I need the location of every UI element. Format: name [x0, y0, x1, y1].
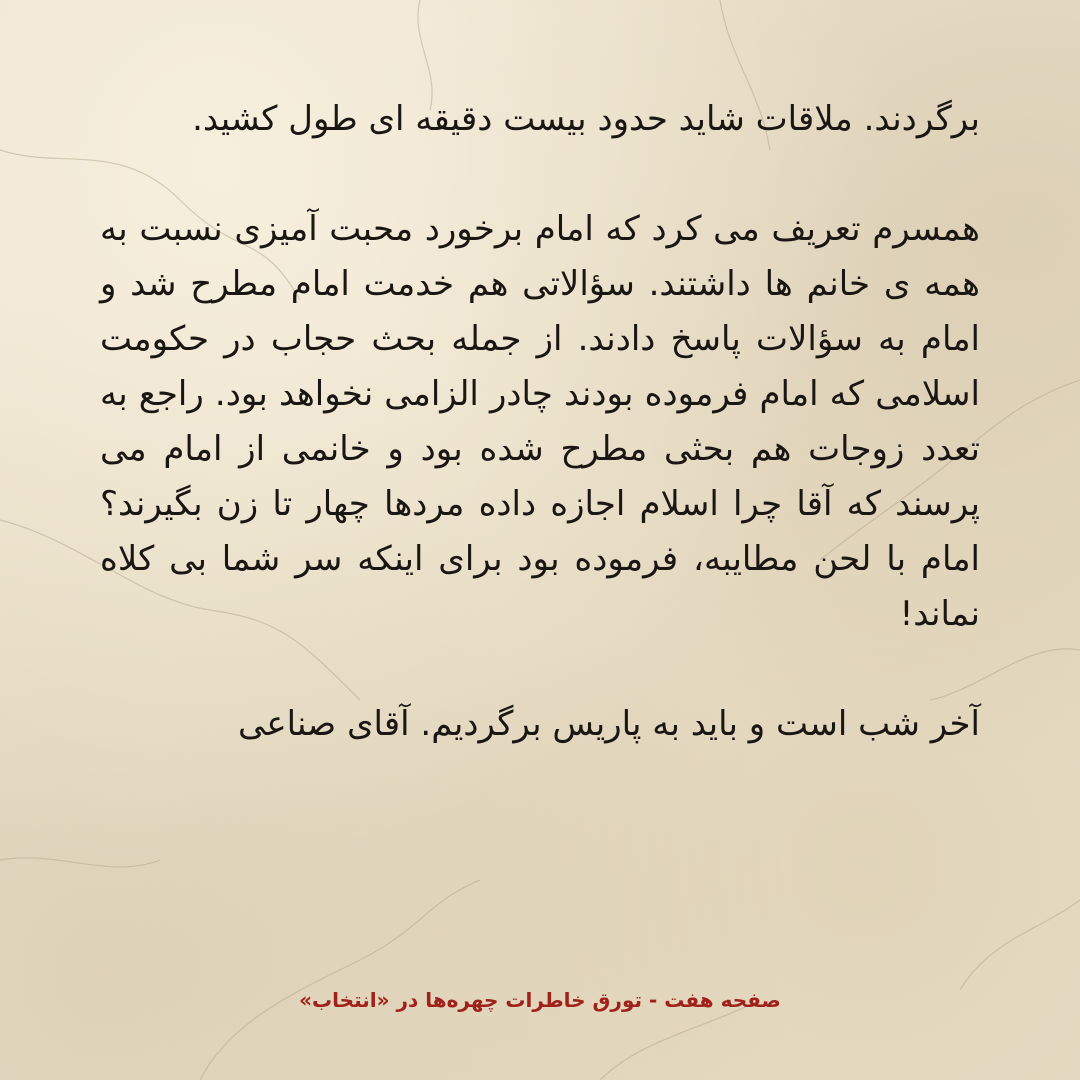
- paragraph-3: آخر شب است و باید به پاریس برگردیم. آقای صناعی: [238, 704, 980, 744]
- paragraph-1: برگردند. ملاقات شاید حدود بیست دقیقه ای طول کشید.: [192, 99, 980, 139]
- paragraph-spacer: [100, 642, 980, 697]
- page-caption: صفحه هفت - تورق خاطرات چهره‌ها در «انتخاب»: [299, 988, 781, 1012]
- paragraph-2: همسرم تعریف می کرد که امام برخورد محبت آمیزی نسبت به همه ی خانم ها داشتند. سؤالاتی هم خدمت امام مطرح شد و امام به سؤالات پاسخ دادند. از جمله بحث حجاب در حکومت اسلامی که امام فرموده بودند چادر الزامی نخواهد بود. راجع به تعدد زوجات هم بحثی مطرح شده بود و خانمی از امام می پرسند که آقا چرا اسلام اجازه داده مردها چهار تا زن بگیرند؟ امام با لحن مطایبه، فرموده بود برای اینکه سر شما بی کلاه نماند!: [100, 209, 980, 634]
- article-body: [100, 92, 980, 752]
- paragraph-spacer: [100, 147, 980, 202]
